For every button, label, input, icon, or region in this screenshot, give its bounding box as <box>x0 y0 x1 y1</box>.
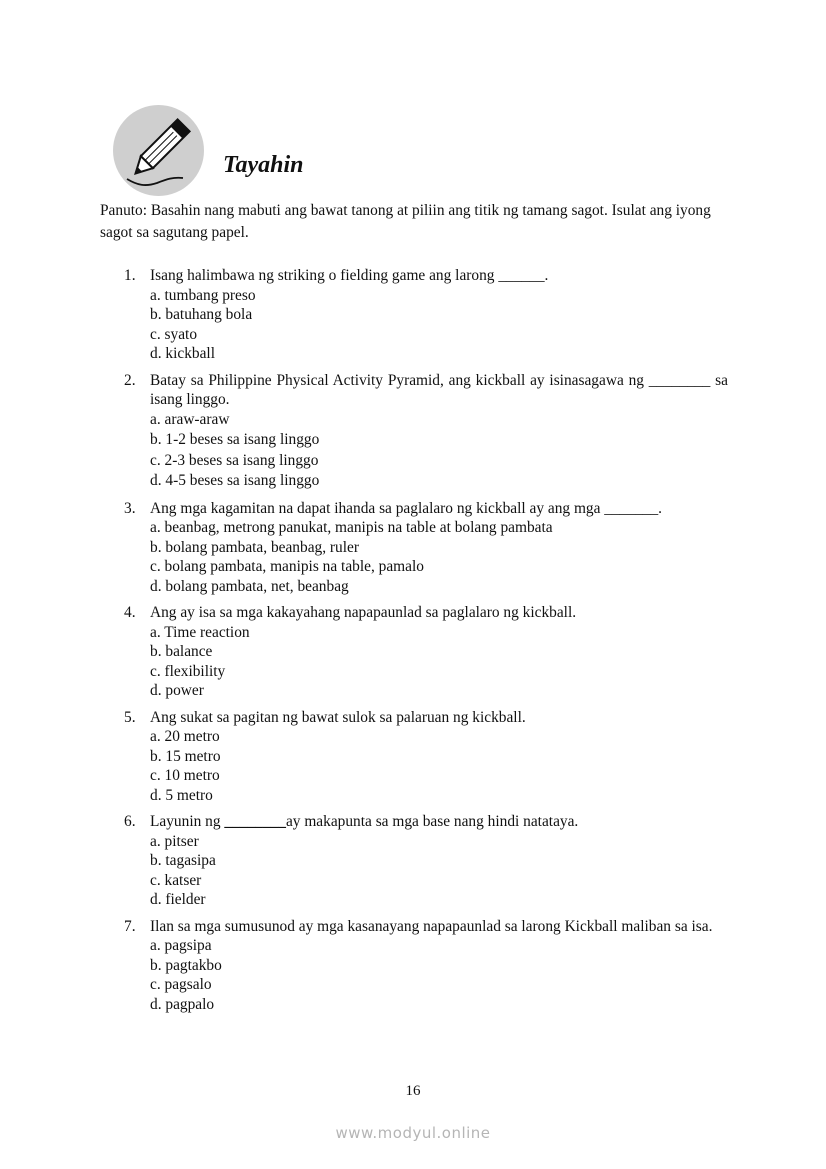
option-a: a. pagsipa <box>150 937 212 954</box>
question-number: 1. <box>124 267 136 284</box>
option-c: c. pagsalo <box>150 976 212 993</box>
option-c: c. bolang pambata, manipis na table, pamalo <box>150 558 424 575</box>
option-a: a. pitser <box>150 832 199 850</box>
question-text-before: Layunin ng <box>150 813 225 830</box>
option-d: d. bolang pambata, net, beanbag <box>150 577 349 595</box>
option-b: b. tagasipa <box>150 852 216 869</box>
question-text-after: ay makapunta sa mga base nang hindi natataya. <box>285 813 579 830</box>
option-a: a. 20 metro <box>150 728 220 745</box>
question-text: Isang halimbawa ng striking o fielding game ang larong ______. <box>150 267 549 284</box>
question-2 <box>124 371 728 492</box>
answer-blank: ________ <box>224 813 286 830</box>
question-5 <box>124 708 728 806</box>
option-d: d. 5 metro <box>150 786 213 804</box>
option-d: d. power <box>150 682 204 699</box>
option-b: b. batuhang bola <box>150 306 253 323</box>
question-7 <box>124 917 728 1015</box>
option-d: d. fielder <box>150 891 206 908</box>
question-text: Ang mga kagamitan na dapat ihanda sa paglalaro ng kickball ay ang mga _______. <box>150 499 663 517</box>
question-number: 6. <box>124 813 136 830</box>
option-d: d. pagpalo <box>150 995 215 1013</box>
option-b: b. 15 metro <box>150 747 221 765</box>
question-6 <box>124 812 728 910</box>
question-text: Batay sa Philippine Physical Activity Pyramid, ang kickball ay isinasagawa ng ________ sa isang linggo. <box>150 371 728 408</box>
option-b: b. balance <box>150 643 213 660</box>
question-text: Ang ay isa sa mga kakayahang napapaunlad sa paglalaro ng kickball. <box>150 604 577 621</box>
pencil-icon <box>113 105 204 196</box>
option-a: a. tumbang preso <box>150 286 256 304</box>
question-number: 7. <box>124 917 136 935</box>
section-title: Tayahin <box>223 152 304 178</box>
question-text: Ang sukat sa pagitan ng bawat sulok sa palaruan ng kickball. <box>150 708 526 726</box>
question-1 <box>124 266 728 364</box>
instructions: Panuto: Basahin nang mabuti ang bawat tanong at piliin ang titik ng tamang sagot. Isulat ang iyong sagot sa sagutang papel. <box>100 202 711 241</box>
question-number: 3. <box>124 499 136 517</box>
option-b: b. pagtakbo <box>150 956 222 974</box>
option-c: c. 10 metro <box>150 767 220 784</box>
question-text: Ilan sa mga sumusunod ay mga kasanayang napapaunlad sa larong Kickball maliban sa isa. <box>150 917 713 935</box>
question-number: 5. <box>124 708 136 726</box>
option-c: c. flexibility <box>150 662 226 680</box>
option-a: a. beanbag, metrong panukat, manipis na table at bolang pambata <box>150 519 553 536</box>
option-b: b. 1-2 beses sa isang linggo <box>150 431 320 448</box>
option-d: d. 4-5 beses sa isang linggo <box>150 472 320 489</box>
option-b: b. bolang pambata, beanbag, ruler <box>150 538 359 556</box>
question-4 <box>124 603 728 701</box>
question-number: 4. <box>124 604 136 621</box>
option-a: a. araw-araw <box>150 410 230 428</box>
question-3 <box>124 499 728 597</box>
option-d: d. kickball <box>150 345 215 362</box>
option-a: a. Time reaction <box>150 623 250 641</box>
watermark: www.modyul.online <box>335 1124 491 1142</box>
page-number: 16 <box>405 1083 421 1099</box>
question-number: 2. <box>124 371 136 389</box>
question-text <box>150 812 728 832</box>
question-list <box>124 266 728 1021</box>
option-c: c. katser <box>150 871 202 889</box>
option-c: c. syato <box>150 325 198 343</box>
option-c: c. 2-3 beses sa isang linggo <box>150 451 319 469</box>
